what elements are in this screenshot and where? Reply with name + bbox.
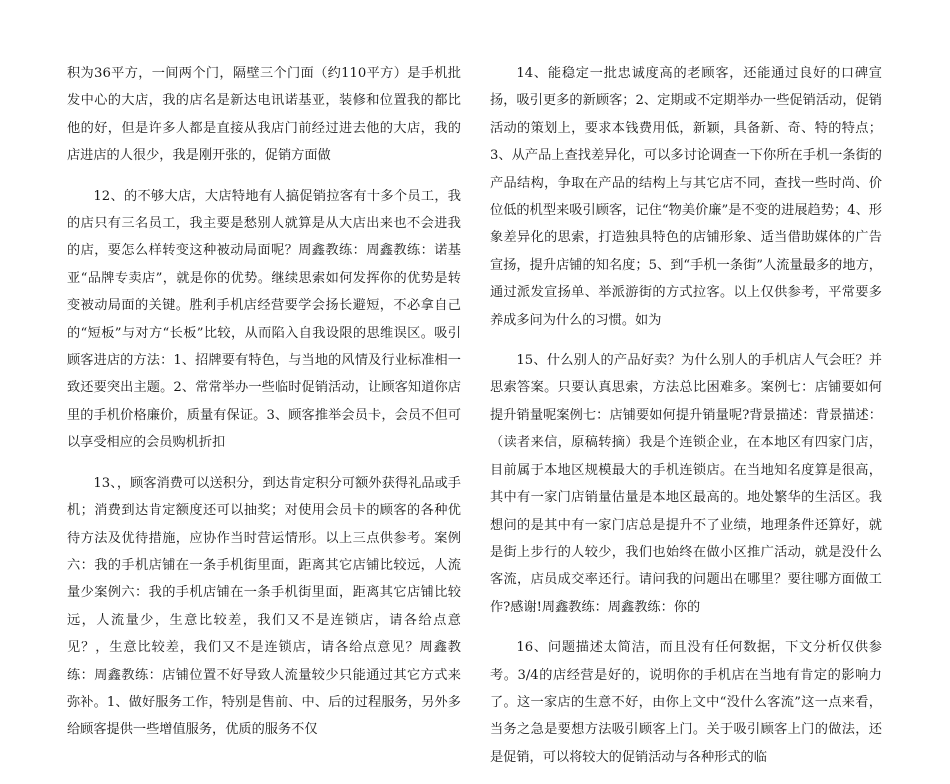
left-column <box>67 60 461 757</box>
paragraph-16: 16、问题描述太简洁，而且没有任何数据，下文分析仅供参考。3/4的店经营是好的，说明你的手机店在当地有肯定的影响力了。这一家店的生意不好，由你上文中“没什么客流”这一点来看，当务之急是要想方法吸引顾客上门。关于吸引顾客上门的做法，还是促销，可以将较大的促销活动与各种形式的临 <box>490 640 882 765</box>
paragraph-15: 15、什么别人的产品好卖？为什么别人的手机店人气会旺？并思索答案。只要认真思索，方法总比困难多。案例七：店铺要如何提升销量呢案例七：店铺要如何提升销量呢?背景描述：背景描述：（读者来信，原稿转摘）我是个连锁企业，在本地区有四家门店，目前属于本地区规模最大的手机连锁店。在当地知名度算是很高，其中有一家门店销量估量是本地区最高的。地处繁华的生活区。我想问的是其中有一家门店总是提升不了业绩，地理条件还算好，就是街上步行的人较少，我们也始终在做小区推广活动，就是没什么客流，店员成交率还行。请问我的问题出在哪里？要往哪方面做工作?感谢!周鑫教练：周鑫教练：你的 <box>490 353 882 615</box>
paragraph-continuation: 积为36平方，一间两个门，隔壁三个门面（约110平方）是手机批发中心的大店，我的店名是新达电讯诺基亚，装修和位置我的都比他的好，但是许多人都是直接从我店门前经过进去他的大店，我的店进店的人很少，我是刚开张的，促销方面做 <box>67 66 461 164</box>
paragraph-14: 14、能稳定一批忠诚度高的老顾客，还能通过良好的口碑宣扬，吸引更多的新顾客；2、定期或不定期举办一些促销活动，促销活动的策划上，要求本钱费用低，新颖，具备新、奇、特的特点；3、从产品上查找差异化，可以多讨论调查一下你所在手机一条街的产品结构，争取在产品的结构上与其它店不同，查找一些时尚、价位低的机型来吸引顾客，记住“物美价廉”是不变的进展趋势；4、形象差异化的思索，打造独具特色的店铺形象、适当借助媒体的广告宣扬，提升店铺的知名度；5、到“手机一条街”人流量最多的地方，通过派发宣扬单、举派游街的方式拉客。以上仅供参考，平常要多养成多问为什么的习惯。如为 <box>490 66 882 328</box>
right-column <box>490 60 882 784</box>
paragraph-13: 13、，顾客消费可以送积分，到达肯定积分可额外获得礼品或手机；消费到达肯定额度还可以抽奖；对使用会员卡的顾客的各种优待方法及优待措施，应协作当时营运情形。以上三点供参考。案例六：我的手机店铺在一条手机街里面，距离其它店铺比较远，人流量少案例六：我的手机店铺在一条手机街里面，距离其它店铺比较远，人流量少，生意比较差，我们又不是连锁店，请各给点意见？，生意比较差，我们又不是连锁店，请各给点意见？周鑫教练：周鑫教练：店铺位置不好导致人流量较少只能通过其它方式来弥补。1、做好服务工作，特别是售前、中、后的过程服务，另外多给顾客提供一些增值服务，优质的服务不仅 <box>67 475 461 738</box>
paragraph-12: 12、的不够大店，大店特地有人搞促销拉客有十多个员工，我的店只有三名员工，我主要是愁别人就算是从大店出来也不会进我的店，要怎么样转变这种被动局面呢？周鑫教练：周鑫教练：诺基亚“品牌专卖店”，就是你的优势。继续思索如何发挥你的优势是转变被动局面的关键。胜利手机店经营要学会扬长避短，不必拿自己的“短板”与对方“长板”比较，从而陷入自我设限的思维误区。吸引顾客进店的方法：1、招牌要有特色，与当地的风情及行业标准相一致还要突出主题。2、常常举办一些临时促销活动，让顾客知道你店里的手机价格廉价，质量有保证。3、顾客推举会员卡，会员不但可以享受相应的会员购机折扣 <box>67 188 461 451</box>
